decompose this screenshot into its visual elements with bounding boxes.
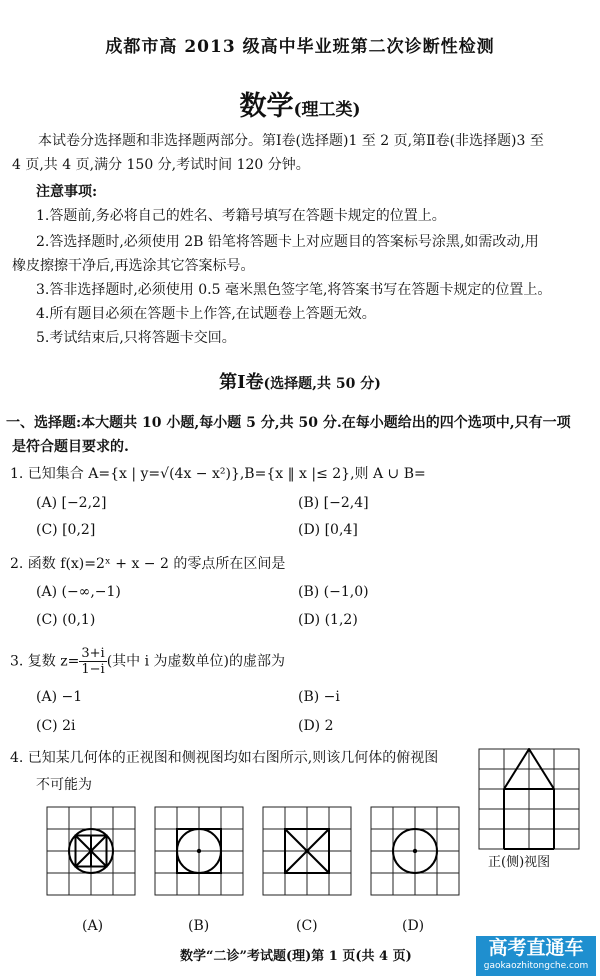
intro-line2: 4 页,共 4 页,满分 150 分,考试时间 120 分钟。 bbox=[12, 157, 310, 173]
q4-stem-line2: 不可能为 bbox=[36, 777, 92, 793]
site-watermark bbox=[476, 936, 596, 976]
option-d-figure bbox=[370, 806, 462, 898]
q2-option-a: (A) (−∞,−1) bbox=[36, 584, 121, 600]
q1-option-d: (D) [0,4] bbox=[298, 522, 358, 538]
option-c-label: (C) bbox=[296, 918, 318, 934]
q3-prefix: 3. 复数 z= bbox=[10, 653, 80, 670]
watermark-text: 高考直通车 bbox=[488, 937, 584, 959]
option-c-figure bbox=[262, 806, 354, 898]
section-title bbox=[0, 368, 600, 394]
note-5: 5.考试结束后,只将答题卡交回。 bbox=[36, 330, 236, 346]
side-view-caption: 正(侧)视图 bbox=[488, 855, 551, 870]
subject-main: 数学 bbox=[239, 91, 294, 122]
subject-category: (理工类) bbox=[293, 100, 361, 120]
page-footer: 数学“二诊”考试题(理)第 1 页(共 4 页) bbox=[180, 949, 412, 964]
note-4: 4.所有题目必须在答题卡上作答,在试题卷上答题无效。 bbox=[36, 306, 376, 322]
option-b-figure bbox=[154, 806, 246, 898]
option-a-figure bbox=[46, 806, 138, 898]
notes-heading: 注意事项: bbox=[36, 184, 98, 200]
note-2a: 2.答选择题时,必须使用 2B 铅笔将答题卡上对应题目的答案标号涂黑,如需改动,用 bbox=[36, 234, 539, 250]
subject-title bbox=[0, 84, 600, 123]
option-b-label: (B) bbox=[188, 918, 210, 934]
q2-stem: 2. 函数 f(x)=2ˣ + x − 2 的零点所在区间是 bbox=[10, 556, 286, 572]
note-3: 3.答非选择题时,必须使用 0.5 毫米黑色签字笔,将答案书写在答题卡规定的位置上。 bbox=[36, 282, 552, 298]
section-title-main: 第Ⅰ卷 bbox=[219, 372, 264, 393]
exam-title: 成都市高 2013 级高中毕业班第二次诊断性检测 bbox=[105, 37, 495, 57]
q3-option-c: (C) 2i bbox=[36, 718, 76, 734]
q3-fraction bbox=[79, 646, 106, 677]
q3-denominator: 1−i bbox=[81, 662, 105, 677]
q3-option-a: (A) −1 bbox=[36, 689, 83, 705]
option-a-label: (A) bbox=[82, 918, 104, 934]
q3-option-d: (D) 2 bbox=[298, 718, 334, 734]
q2-option-d: (D) (1,2) bbox=[298, 612, 358, 628]
intro-line1: 本试卷分选择题和非选择题两部分。第Ⅰ卷(选择题)1 至 2 页,第Ⅱ卷(非选择题)3 至 bbox=[38, 133, 544, 149]
q1-stem: 1. 已知集合 A={x | y=√(4x − x²)},B={x ‖ x |≤ 2},则 A ∪ B= bbox=[10, 466, 426, 482]
front-side-view-figure bbox=[478, 748, 582, 850]
section-title-sub: (选择题,共 50 分) bbox=[263, 376, 381, 392]
q4-stem-line1: 4. 已知某几何体的正视图和侧视图均如右图所示,则该几何体的俯视图 bbox=[10, 750, 439, 766]
option-d-label: (D) bbox=[402, 918, 425, 934]
q3-numerator: 3+i bbox=[81, 646, 105, 661]
q2-option-b: (B) (−1,0) bbox=[298, 584, 369, 600]
note-1: 1.答题前,务必将自己的姓名、考籍号填写在答题卡规定的位置上。 bbox=[36, 208, 446, 224]
q1-option-b: (B) [−2,4] bbox=[298, 495, 369, 511]
q1-option-c: (C) [0,2] bbox=[36, 522, 96, 538]
part1-line1: 一、选择题:本大题共 10 小题,每小题 5 分,共 50 分.在每小题给出的四个选项中,只有一项 bbox=[6, 415, 571, 431]
q2-option-c: (C) (0,1) bbox=[36, 612, 96, 628]
q3-stem bbox=[10, 646, 285, 677]
q3-option-b: (B) −i bbox=[298, 689, 340, 705]
watermark-url: gaokaozhitongche.com bbox=[483, 961, 589, 971]
q1-option-a: (A) [−2,2] bbox=[36, 495, 107, 511]
note-2b: 橡皮擦擦干净后,再选涂其它答案标号。 bbox=[12, 258, 255, 274]
q3-suffix: (其中 i 为虚数单位)的虚部为 bbox=[106, 653, 286, 670]
part1-line2: 是符合题目要求的. bbox=[12, 439, 129, 455]
